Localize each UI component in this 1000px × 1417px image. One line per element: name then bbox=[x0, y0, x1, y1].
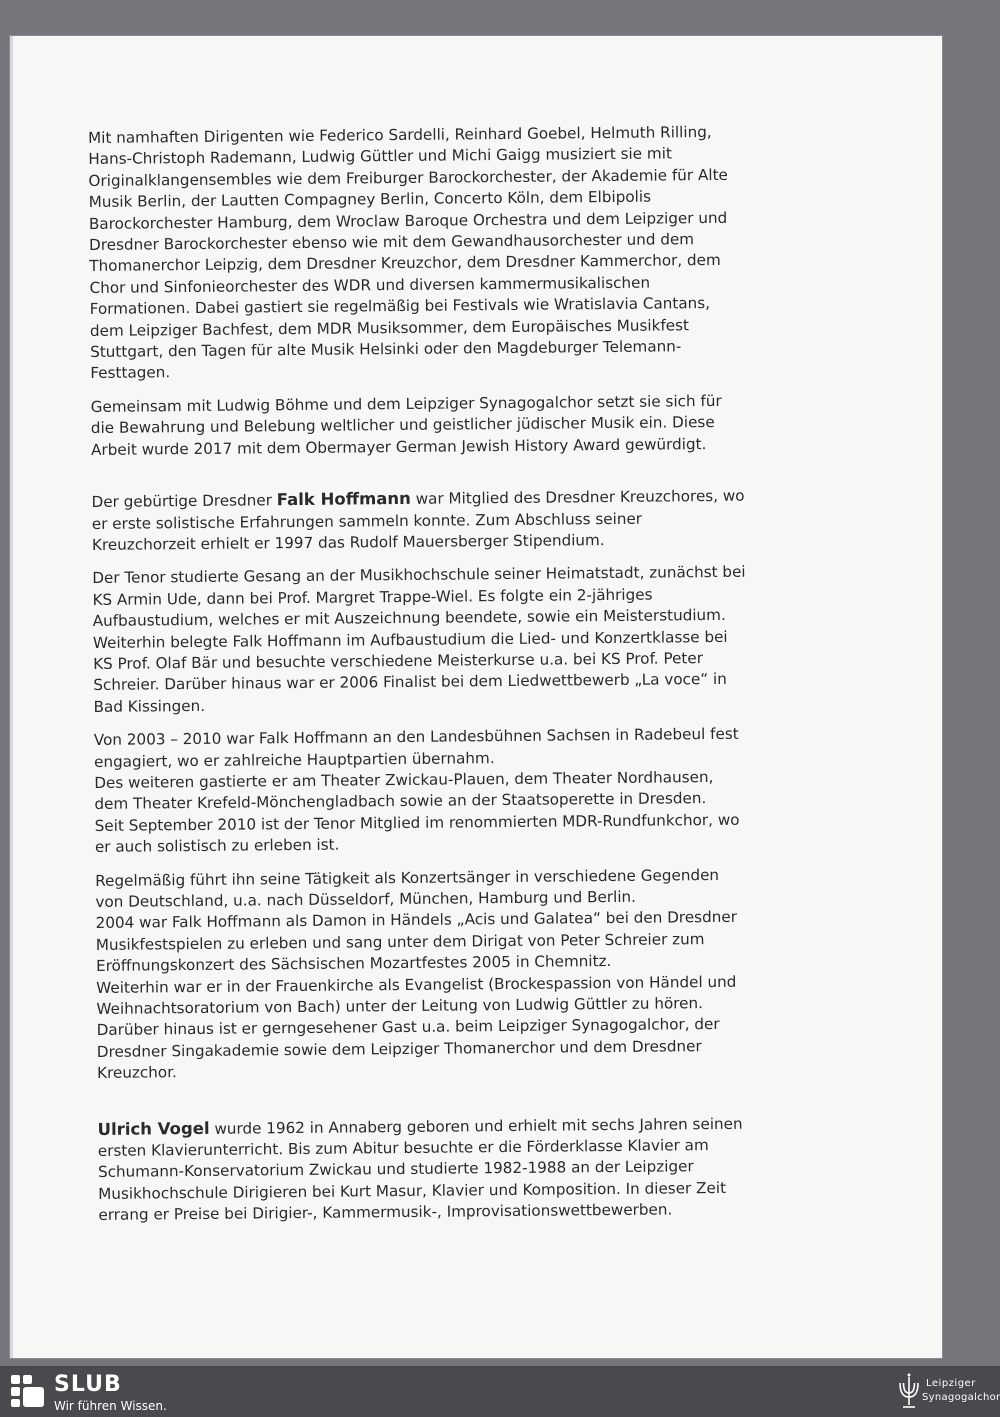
text-line: Formationen. Dabei gastiert sie regelmäßig bei Festivals wie Wratislavia Cantans, bbox=[89, 294, 711, 319]
text-line: Seit September 2010 ist der Tenor Mitglied im renommierten MDR-Rundfunkchor, wo bbox=[94, 810, 740, 835]
paragraph-concerts bbox=[95, 863, 867, 1084]
menorah-logo-icon bbox=[896, 1371, 922, 1411]
text-line: er auch solistisch zu erleben ist. bbox=[94, 835, 340, 857]
text-line: Stuttgart, den Tagen für alte Musik Helsinki oder den Magdeburger Telemann- bbox=[90, 337, 682, 362]
text-line: von Deutschland, u.a. nach Düsseldorf, München, Hamburg und Berlin. bbox=[95, 887, 637, 911]
text-line: Eröffnungskonzert des Sächsischen Mozartfestes 2005 in Chemnitz. bbox=[95, 952, 612, 976]
choir-name-line2: Synagogalchor bbox=[922, 1392, 1000, 1403]
document-page bbox=[10, 36, 942, 1358]
text-line: Kreuzchorzeit erhielt er 1997 das Rudolf Mauersberger Stipendium. bbox=[91, 530, 605, 554]
text-line: KS Armin Ude, dann bei Prof. Margret Trappe-Wiel. Es folgte ein 2-jähriges bbox=[92, 585, 653, 609]
document-body bbox=[88, 121, 869, 1239]
slub-logo-icon bbox=[10, 1374, 46, 1408]
text-line: Musikhochschule Dirigieren bei Kurt Masur, Klavier und Komposition. In dieser Zeit bbox=[98, 1178, 727, 1203]
text-line: Von 2003 – 2010 war Falk Hoffmann an den Landesbühnen Sachsen in Radebeul fest bbox=[93, 724, 739, 750]
text-line: Weiterhin belegte Falk Hoffmann im Aufbaustudium die Lied- und Konzertklasse bei bbox=[92, 627, 728, 652]
text-line: Originalklangensembles wie dem Freiburger Barockorchester, der Akademie für Alte bbox=[88, 165, 728, 190]
paragraph-falk-hoffmann-intro bbox=[91, 484, 862, 557]
paragraph-award bbox=[91, 389, 862, 461]
text-line: Schreier. Darüber hinaus war er 2006 Finalist bei dem Liedwettbewerb „La voce“ in bbox=[93, 670, 727, 695]
text-line: Arbeit wurde 2017 mit dem Obermayer German Jewish History Award gewürdigt. bbox=[91, 434, 707, 459]
person-name-falk-hoffmann: Falk Hoffmann bbox=[276, 489, 411, 510]
paragraph-studies bbox=[92, 561, 863, 718]
text-line: Regelmäßig führt ihn seine Tätigkeit als Konzertsänger in verschiedene Gegenden bbox=[95, 865, 720, 890]
text-line: Thomanerchor Leipzig, dem Dresdner Kreuzchor, dem Dresdner Kammerchor, dem bbox=[89, 251, 721, 276]
paragraph-ensemble-collaborations bbox=[88, 121, 860, 385]
text-line: KS Prof. Olaf Bär und besuchte verschiedene Meisterkurse u.a. bei KS Prof. Peter bbox=[93, 649, 703, 673]
text-line: Weiterhin war er in der Frauenkirche als Evangelist (Brockespassion von Händel und bbox=[96, 972, 737, 997]
text-line: Aufbaustudium, welches er mit Auszeichnung beendete, sowie ein Meisterstudium. bbox=[92, 606, 726, 631]
text-line: dem Leipziger Bachfest, dem MDR Musiksommer, dem Europäisches Musikfest bbox=[89, 315, 690, 340]
paragraph-engagements bbox=[94, 723, 865, 859]
text-line: Barockorchester Hamburg, dem Wroclaw Baroque Orchestra und dem Leipziger und bbox=[88, 208, 728, 233]
text-line: Dresdner Barockorchester ebenso wie mit dem Gewandhausorchester und dem bbox=[89, 230, 695, 255]
text-line: Mit namhaften Dirigenten wie Federico Sardelli, Reinhard Goebel, Helmuth Rilling, bbox=[88, 123, 712, 147]
text-line: errang er Preise bei Dirigier-, Kammermusik-, Improvisationswettbewerben. bbox=[98, 1200, 673, 1225]
paragraph-ulrich-vogel bbox=[98, 1111, 869, 1226]
text-line: Musikfestspielen zu erleben und sang unter dem Dirigat von Peter Schreier zum bbox=[95, 929, 705, 954]
text-line: Schumann-Konservatorium Zwickau und studierte 1982-1988 an der Leipziger bbox=[97, 1157, 694, 1182]
text-fragment: Der gebürtige Dresdner bbox=[91, 491, 277, 512]
text-line: dem Theater Krefeld-Mönchengladbach sowie an der Staatsoperette in Dresden. bbox=[94, 789, 707, 814]
text-fragment: war Mitglied des Dresdner Kreuzchores, wo bbox=[410, 486, 745, 509]
text-line: Chor und Sinfonieorchester des WDR und diversen kammermusikalischen bbox=[89, 273, 651, 297]
text-line: Kreuzchor. bbox=[96, 1063, 177, 1083]
text-fragment: wurde 1962 in Annaberg geboren und erhielt mit sechs Jahren seinen bbox=[209, 1114, 743, 1138]
text-line: Festtagen. bbox=[90, 363, 171, 383]
text-line: ersten Klavierunterricht. Bis zum Abitur besuchte er die Förderklasse Klavier am bbox=[97, 1136, 709, 1161]
text-line: Des weiteren gastierte er am Theater Zwickau-Plauen, dem Theater Nordhausen, bbox=[94, 767, 714, 792]
slub-name: SLUB bbox=[54, 1372, 122, 1397]
page-edge bbox=[10, 36, 13, 1358]
text-line: Dresdner Singakademie sowie dem Leipziger Thomanerchor und dem Dresdner bbox=[96, 1036, 702, 1061]
choir-name-line1: Leipziger bbox=[926, 1378, 976, 1389]
text-line: Gemeinsam mit Ludwig Böhme und dem Leipziger Synagogalchor setzt sie sich für bbox=[90, 391, 722, 416]
text-line: Der Tenor studierte Gesang an der Musikhochschule seiner Heimatstadt, zunächst bei bbox=[92, 563, 746, 588]
text-line: die Bewahrung und Belebung weltlicher und geistlicher jüdischer Musik ein. Diese bbox=[90, 413, 715, 438]
text-line: engagiert, wo er zahlreiche Hauptpartien übernahm. bbox=[93, 748, 495, 771]
text-line: Weihnachtsoratorium von Bach) unter der Leitung von Ludwig Güttler zu hören. bbox=[96, 994, 703, 1018]
person-name-ulrich-vogel: Ulrich Vogel bbox=[97, 1118, 210, 1139]
text-line: Musik Berlin, der Lautten Compagney Berlin, Concerto Köln, dem Elbipolis bbox=[88, 187, 652, 212]
text-line: Hans-Christoph Rademann, Ludwig Güttler und Michi Gaigg musiziert sie mit bbox=[88, 144, 672, 169]
footer-bar bbox=[0, 1366, 1000, 1417]
text-line: er erste solistische Erfahrungen sammeln konnte. Zum Abschluss seiner bbox=[91, 509, 643, 533]
text-line: Bad Kissingen. bbox=[93, 696, 206, 716]
text-line: Darüber hinaus ist er gerngesehener Gast u.a. beim Leipziger Synagogalchor, der bbox=[96, 1015, 720, 1040]
slub-tagline: Wir führen Wissen. bbox=[54, 1399, 167, 1413]
text-line: 2004 war Falk Hoffmann als Damon in Händels „Acis und Galatea“ bei den Dresdner bbox=[95, 908, 737, 933]
